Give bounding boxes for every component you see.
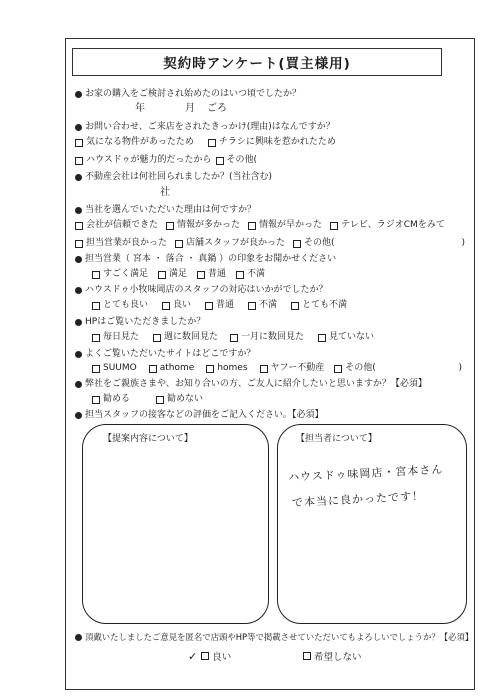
bullet-icon [75, 319, 82, 326]
checkbox[interactable] [201, 652, 209, 660]
publish-yes-option[interactable] [188, 649, 231, 663]
page-title: 契約時アンケート(買主様用) [72, 48, 442, 76]
option-suumo[interactable]: SUUMO [92, 362, 137, 375]
question-7 [75, 316, 205, 329]
close-paren: ) [461, 238, 465, 248]
handwritten-comment-line2: で本当に良かったです！ [291, 489, 425, 510]
option-dissatisfied[interactable]: 不満 [248, 299, 277, 312]
checkbox[interactable] [208, 139, 216, 147]
check-mark-icon: ✓ [188, 649, 198, 663]
bullet-icon [75, 351, 82, 358]
question-4-text: 当社を選んでいただいた理由は何ですか？ [85, 205, 257, 215]
option-other[interactable]: その他( [216, 154, 258, 167]
option-good-sales-rep[interactable]: 担当営業が良かった [75, 237, 167, 250]
checkbox[interactable] [248, 302, 256, 310]
question-1-date-line [135, 102, 227, 115]
checkbox[interactable] [206, 365, 214, 373]
question-2-options-row2 [75, 154, 257, 167]
checkbox[interactable] [293, 240, 301, 248]
option-athome[interactable]: athome [149, 362, 195, 375]
question-11-text: 頂戴いたしましたご意見を匿名で店頭やHP等で掲載させていただいてもよろしいでしょうか？【必須】 [85, 632, 474, 642]
bullet-icon [75, 174, 82, 181]
checkbox[interactable] [318, 334, 326, 342]
option-trustworthy-company[interactable]: 会社が信頼できた [75, 219, 158, 232]
question-9-text: 弊社をご親族さまや、お知り合いの方、ご友人に紹介したいと思いますか？【必須】 [85, 379, 427, 389]
bullet-icon [75, 91, 82, 98]
question-6-text: ハウスドゥ小牧味岡店のスタッフの対応はいかがでしたか？ [85, 285, 328, 295]
question-4-options-row2 [75, 237, 465, 250]
bullet-icon [75, 207, 82, 214]
option-good-store-staff[interactable]: 店舗スタッフが良かった [175, 237, 285, 250]
publish-no-option[interactable] [303, 649, 362, 663]
checkbox[interactable] [75, 222, 83, 230]
question-2-text: お問い合わせ、ご来店をされたきっかけ(理由)はなんですか？ [85, 122, 335, 132]
question-3-text: 不動産会社は何社回られましたか？(当社含む) [85, 172, 273, 182]
around-label: ごろ [207, 103, 227, 114]
question-7-text: HPはご覧いただきましたか？ [85, 317, 206, 327]
checkbox[interactable] [158, 271, 166, 279]
staff-comment-panel[interactable] [277, 424, 467, 624]
checkbox[interactable] [75, 139, 83, 147]
company-count-line [160, 186, 170, 199]
checkbox[interactable] [197, 271, 205, 279]
checkbox[interactable] [216, 157, 224, 165]
checkbox[interactable] [230, 334, 238, 342]
company-unit-label: 社 [160, 187, 170, 198]
bullet-icon [75, 634, 82, 641]
checkbox[interactable] [75, 157, 83, 165]
option-few-times-month[interactable]: 一月に数回見た [230, 331, 304, 344]
question-6 [75, 284, 328, 297]
option-homes[interactable]: homes [206, 362, 247, 375]
question-5-text: 担当営業（ 宮本 ・ 落合 ・ 真鍋 ）の印象をお聞かせください [85, 254, 337, 264]
checkbox[interactable] [248, 222, 256, 230]
bullet-icon [75, 381, 82, 388]
question-7-options [92, 331, 374, 344]
option-flyer[interactable]: チラシに興味を惹かれたため [208, 136, 336, 149]
year-label: 年 [135, 103, 145, 114]
option-normal[interactable]: 普通 [205, 299, 234, 312]
question-1 [75, 88, 301, 101]
bullet-icon [75, 412, 82, 419]
proposal-comment-panel[interactable] [82, 424, 269, 624]
month-label: 月 [185, 103, 195, 114]
option-very-good[interactable]: とても良い [92, 299, 148, 312]
checkbox[interactable] [303, 652, 311, 660]
bullet-icon [75, 256, 82, 263]
checkbox[interactable] [92, 365, 100, 373]
question-5 [75, 253, 336, 266]
question-4 [75, 204, 256, 217]
question-1-text: お家の購入をご検討され始めたのはいつ頃でしたか？ [85, 89, 302, 99]
option-normal[interactable]: 普通 [197, 268, 226, 281]
option-other[interactable]: その他( [334, 362, 376, 375]
question-8 [75, 348, 255, 361]
checkbox[interactable] [156, 396, 164, 404]
question-11 [75, 631, 473, 644]
question-9-options [92, 393, 203, 406]
close-paren: ) [458, 363, 462, 373]
option-other[interactable]: その他( [293, 237, 335, 250]
staff-panel-title: 【担当者について】 [296, 434, 377, 444]
checkbox[interactable] [92, 302, 100, 310]
bullet-icon [75, 124, 82, 131]
option-few-times-week[interactable]: 週に数回見た [153, 331, 218, 344]
question-3 [75, 171, 272, 184]
question-8-text: よくご覧いただいたサイトはどこですか？ [85, 349, 256, 359]
question-2-options-row1 [75, 136, 336, 149]
option-not-recommend[interactable]: 勧めない [156, 393, 203, 406]
option-much-info[interactable]: 情報が多かった [166, 219, 240, 232]
checkbox[interactable] [149, 365, 157, 373]
option-housedo-attractive[interactable]: ハウスドゥが魅力的だったから [75, 154, 212, 167]
checkbox[interactable] [260, 365, 268, 373]
question-4-options-row1 [75, 219, 445, 232]
question-10 [75, 409, 324, 422]
checkbox[interactable] [205, 302, 213, 310]
handwritten-comment-line1: ハウスドゥ味岡店・宮本さん [287, 462, 444, 485]
checkbox[interactable] [75, 240, 83, 248]
option-dissatisfied[interactable]: 不満 [236, 268, 265, 281]
checkbox[interactable] [92, 271, 100, 279]
checkbox[interactable] [153, 334, 161, 342]
publish-yes-label: 良い [212, 652, 232, 663]
option-satisfied[interactable]: 満足 [158, 268, 187, 281]
checkbox[interactable] [166, 222, 174, 230]
checkbox[interactable] [92, 334, 100, 342]
option-very-satisfied[interactable]: すごく満足 [92, 268, 148, 281]
question-10-text: 担当スタッフの接客などの評価をご記入ください。【必須】 [85, 410, 324, 420]
option-fast-info[interactable]: 情報が早かった [248, 219, 322, 232]
question-8-options [92, 362, 462, 375]
option-not-seen[interactable]: 見ていない [318, 331, 374, 344]
question-2 [75, 121, 335, 134]
option-daily[interactable]: 毎日見た [92, 331, 139, 344]
option-good[interactable]: 良い [162, 299, 191, 312]
question-5-options [92, 268, 265, 281]
option-very-dissatisfied[interactable]: とても不満 [291, 299, 347, 312]
checkbox[interactable] [175, 240, 183, 248]
question-9 [75, 378, 427, 391]
publish-no-label: 希望しない [314, 652, 362, 663]
proposal-panel-title: 【提案内容について】 [103, 434, 193, 444]
checkbox[interactable] [236, 271, 244, 279]
option-tv-radio-cm[interactable]: テレビ、ラジオCMをみて [330, 219, 445, 232]
checkbox[interactable] [162, 302, 170, 310]
option-yahoo-realestate[interactable]: ヤフー不動産 [260, 362, 325, 375]
option-interesting-property[interactable]: 気になる物件があったため [75, 136, 194, 149]
option-recommend[interactable]: 勧める [92, 393, 130, 406]
checkbox[interactable] [291, 302, 299, 310]
question-6-options [92, 299, 347, 312]
checkbox[interactable] [92, 396, 100, 404]
checkbox[interactable] [330, 222, 338, 230]
bullet-icon [75, 287, 82, 294]
checkbox[interactable] [334, 365, 342, 373]
